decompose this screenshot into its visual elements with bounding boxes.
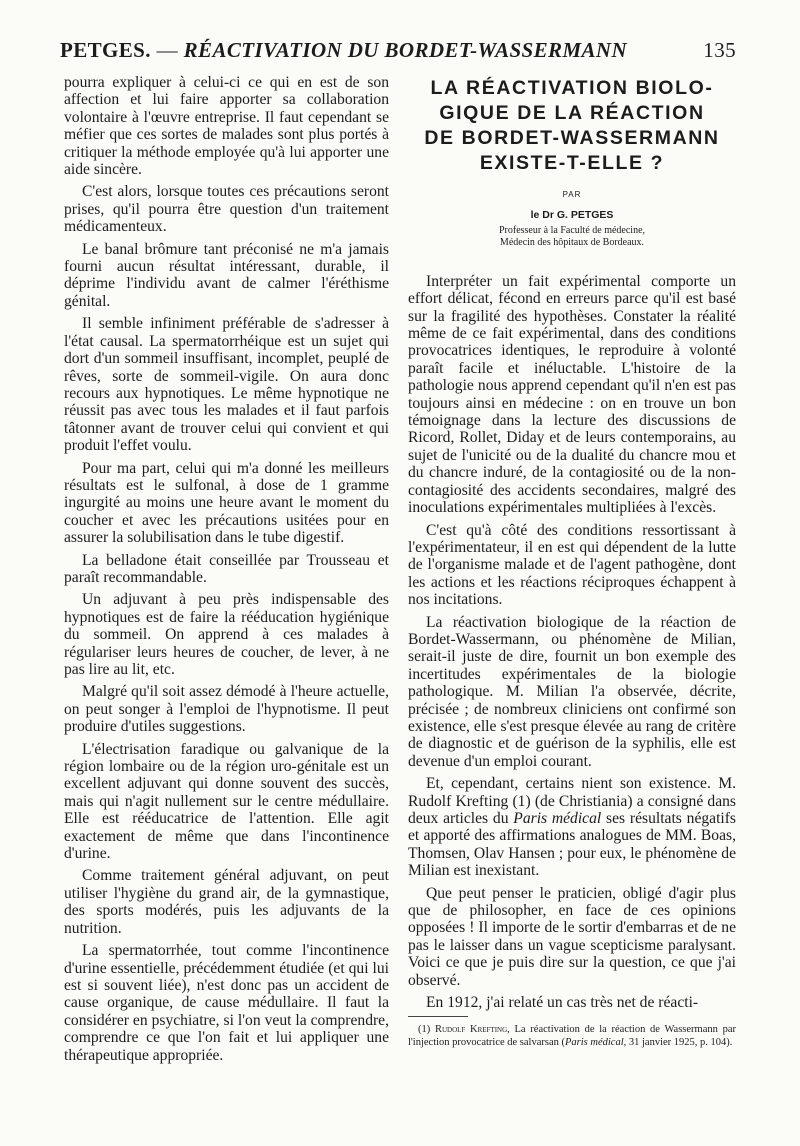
article-title <box>408 76 736 176</box>
author-affiliation: Médecin des hôpitaux de Bordeaux. <box>499 236 645 248</box>
header-dash: — <box>150 38 184 62</box>
title-line: EXISTE-T-ELLE ? <box>479 152 665 174</box>
article-paragraph: Que peut penser le praticien, obligé d'agir plus que de philosopher, en face de ces opinions opposées ! Il importe de le sortir d'embarras et de ne pas le laisser dans un vague scepticisme paralysant. Voici ce que je puis dire sur la question, ce que j'ai observé. <box>408 884 736 989</box>
left-paragraph: La belladone était conseillée par Trousseau et paraît recommandable. <box>64 551 389 586</box>
left-paragraph: Comme traitement général adjuvant, on peut utiliser l'hygiène du grand air, de la gymnastique, des sports modérés, puis les adjuvants de la nutrition. <box>64 867 389 937</box>
journal-name: Paris médical <box>513 810 602 827</box>
left-column <box>64 74 389 1069</box>
footnote: (1) Rudolf Krefting, La réactivation de la réaction de Wassermann par l'injection provocatrice de salvarsan (Paris médical, 31 janvier 1925, p. 104). <box>408 1024 736 1049</box>
left-paragraph: Un adjuvant à peu près indispensable des hypnotiques est de faire la rééducation hygiénique du sommeil. On apprend à ces malades à régulariser leurs heures de coucher, de lever, à ne pas lire au lit, etc. <box>64 591 389 678</box>
footnote-divider <box>408 1016 468 1017</box>
left-paragraph: L'électrisation faradique ou galvanique de la région lombaire ou de la région uro-génitale est un excellent adjuvant qui donne souvent des succès, mais qui n'agit nullement sur le centre médullaire. Elle est rééducatrice de l'attention. Elle agit exactement de même que dans l'incontinence d'urine. <box>64 740 389 863</box>
page-number: 135 <box>703 38 736 62</box>
article-paragraph: La réactivation biologique de la réaction de Bordet-Wassermann, ou phénomène de Milian, serait-il juste de dire, fournit un bon exemple des incertitudes expérimentales de la biologie pathologique. M. Milian l'a observée, décrite, précisée ; de nombreux cliniciens ont confirmé son existence, elle s'est presque élevée au rang de critère de diagnostic et de guérison de la syphilis, elle est devenue d'un emploi courant. <box>408 613 736 770</box>
right-column <box>408 74 736 1049</box>
left-paragraph: Pour ma part, celui qui m'a donné les meilleurs résultats est le sulfonal, à dose de 1 gramme ingurgité au moins une heure avant le moment du coucher et avec les précautions usitées pour en assurer la solubilisation dans le tube digestif. <box>64 459 389 547</box>
article-paragraph: Et, cependant, certains nient son existence. M. Rudolf Krefting (1) (de Christiania) a consigné dans deux articles du Paris médical ses résultats négatifs et apporté des affirmations analogues de MM. Boas, Thomsen, Olav Hansen ; pour eux, le phénomène de Milian est inexistant. <box>408 775 737 880</box>
byline <box>408 186 736 249</box>
left-paragraph: Le banal brômure tant préconisé ne m'a jamais fourni aucun résultat intéressant, durable, il déprime l'individu avant de calmer l'éréthisme génital. <box>64 240 389 310</box>
left-paragraph: Il semble infiniment préférable de s'adresser à l'état causal. La spermatorrhéique est un sujet qui dort d'un sommeil insuffisant, incomplet, peuplé de rêves, sorte de sommeil-vigile. On aura donc recours aux hypnotiques. Le même hypnotique ne réussit pas avec tous les malades et il faut parfois tâtonner avant de trouver celui qui convient et qui produit l'effet voulu. <box>64 315 389 455</box>
byline-par: PAR <box>562 190 582 199</box>
title-line: GIQUE DE LA RÉACTION <box>439 102 705 124</box>
header-author: PETGES. <box>60 38 151 62</box>
article-paragraph: Interpréter un fait expérimental comporte un effort délicat, fécond en erreurs parce qu'il est basé sur la fragilité des hypothèses. Constater la réalité même de ce fait expérimental, dans des conditions provocatrices identiques, le reproduire à volonté paraît facile et inéluctable. L'histoire de la pathologie nous apprend cependant qu'il n'en est pas toujours ainsi en médecine : on en trouve un bon témoignage dans la lecture des discussions de Ricord, Rollet, Diday et de leurs contemporains, au sujet de l'unicité ou de la dualité du chancre mou et du chancre induré, de la contagiosité ou de la non-contagiosité des accidents secondaires, malgré des inoculations expérimentales multipliées à l'excès. <box>408 272 736 517</box>
left-paragraph: C'est alors, lorsque toutes ces précautions seront prises, qu'il pourra être question d'un traitement médicamenteux. <box>64 183 389 236</box>
author-name: le Dr G. PETGES <box>530 209 614 222</box>
title-line: LA RÉACTIVATION BIOLO- <box>430 77 714 99</box>
title-line: DE BORDET-WASSERMANN <box>424 127 720 149</box>
left-paragraph: pourra expliquer à celui-ci ce qui en est de son affection et lui faire apporter sa collaboration volontaire à l'œuvre entreprise. Il faut cependant se méfier que ces sortes de malades sont plus portés à critiquer la méthode employée qu'à lui apporter une aide sincère. <box>64 74 389 179</box>
article-paragraph: En 1912, j'ai relaté un cas très net de réacti- <box>426 994 699 1012</box>
left-paragraph: La spermatorrhée, tout comme l'incontinence d'urine essentielle, précédemment étudiée (et qui lui est si souvent liée), n'est donc pas un accident de cause organique, de cause médullaire. Il faut la considérer en psychiatre, si l'on veut la comprendre, comprendre ce que l'on fait et lui appliquer une thérapeutique appropriée. <box>64 942 389 1064</box>
article-paragraph: C'est qu'à côté des conditions ressortissant à l'expérimentateur, il en est qui dépendent de la lutte de l'organisme malade et de l'agent pathogène, dont les actions et les réactions réciproques échappent à nos incitations. <box>408 521 736 609</box>
left-paragraph: Malgré qu'il soit assez démodé à l'heure actuelle, on peut songer à l'emploi de l'hypnotisme. Il peut produire d'utiles suggestions. <box>64 683 389 736</box>
header-running-title: RÉACTIVATION DU BORDET-WASSERMANN <box>183 38 628 62</box>
author-affiliation: Professeur à la Faculté de médecine, <box>498 224 646 236</box>
running-header <box>60 38 736 70</box>
